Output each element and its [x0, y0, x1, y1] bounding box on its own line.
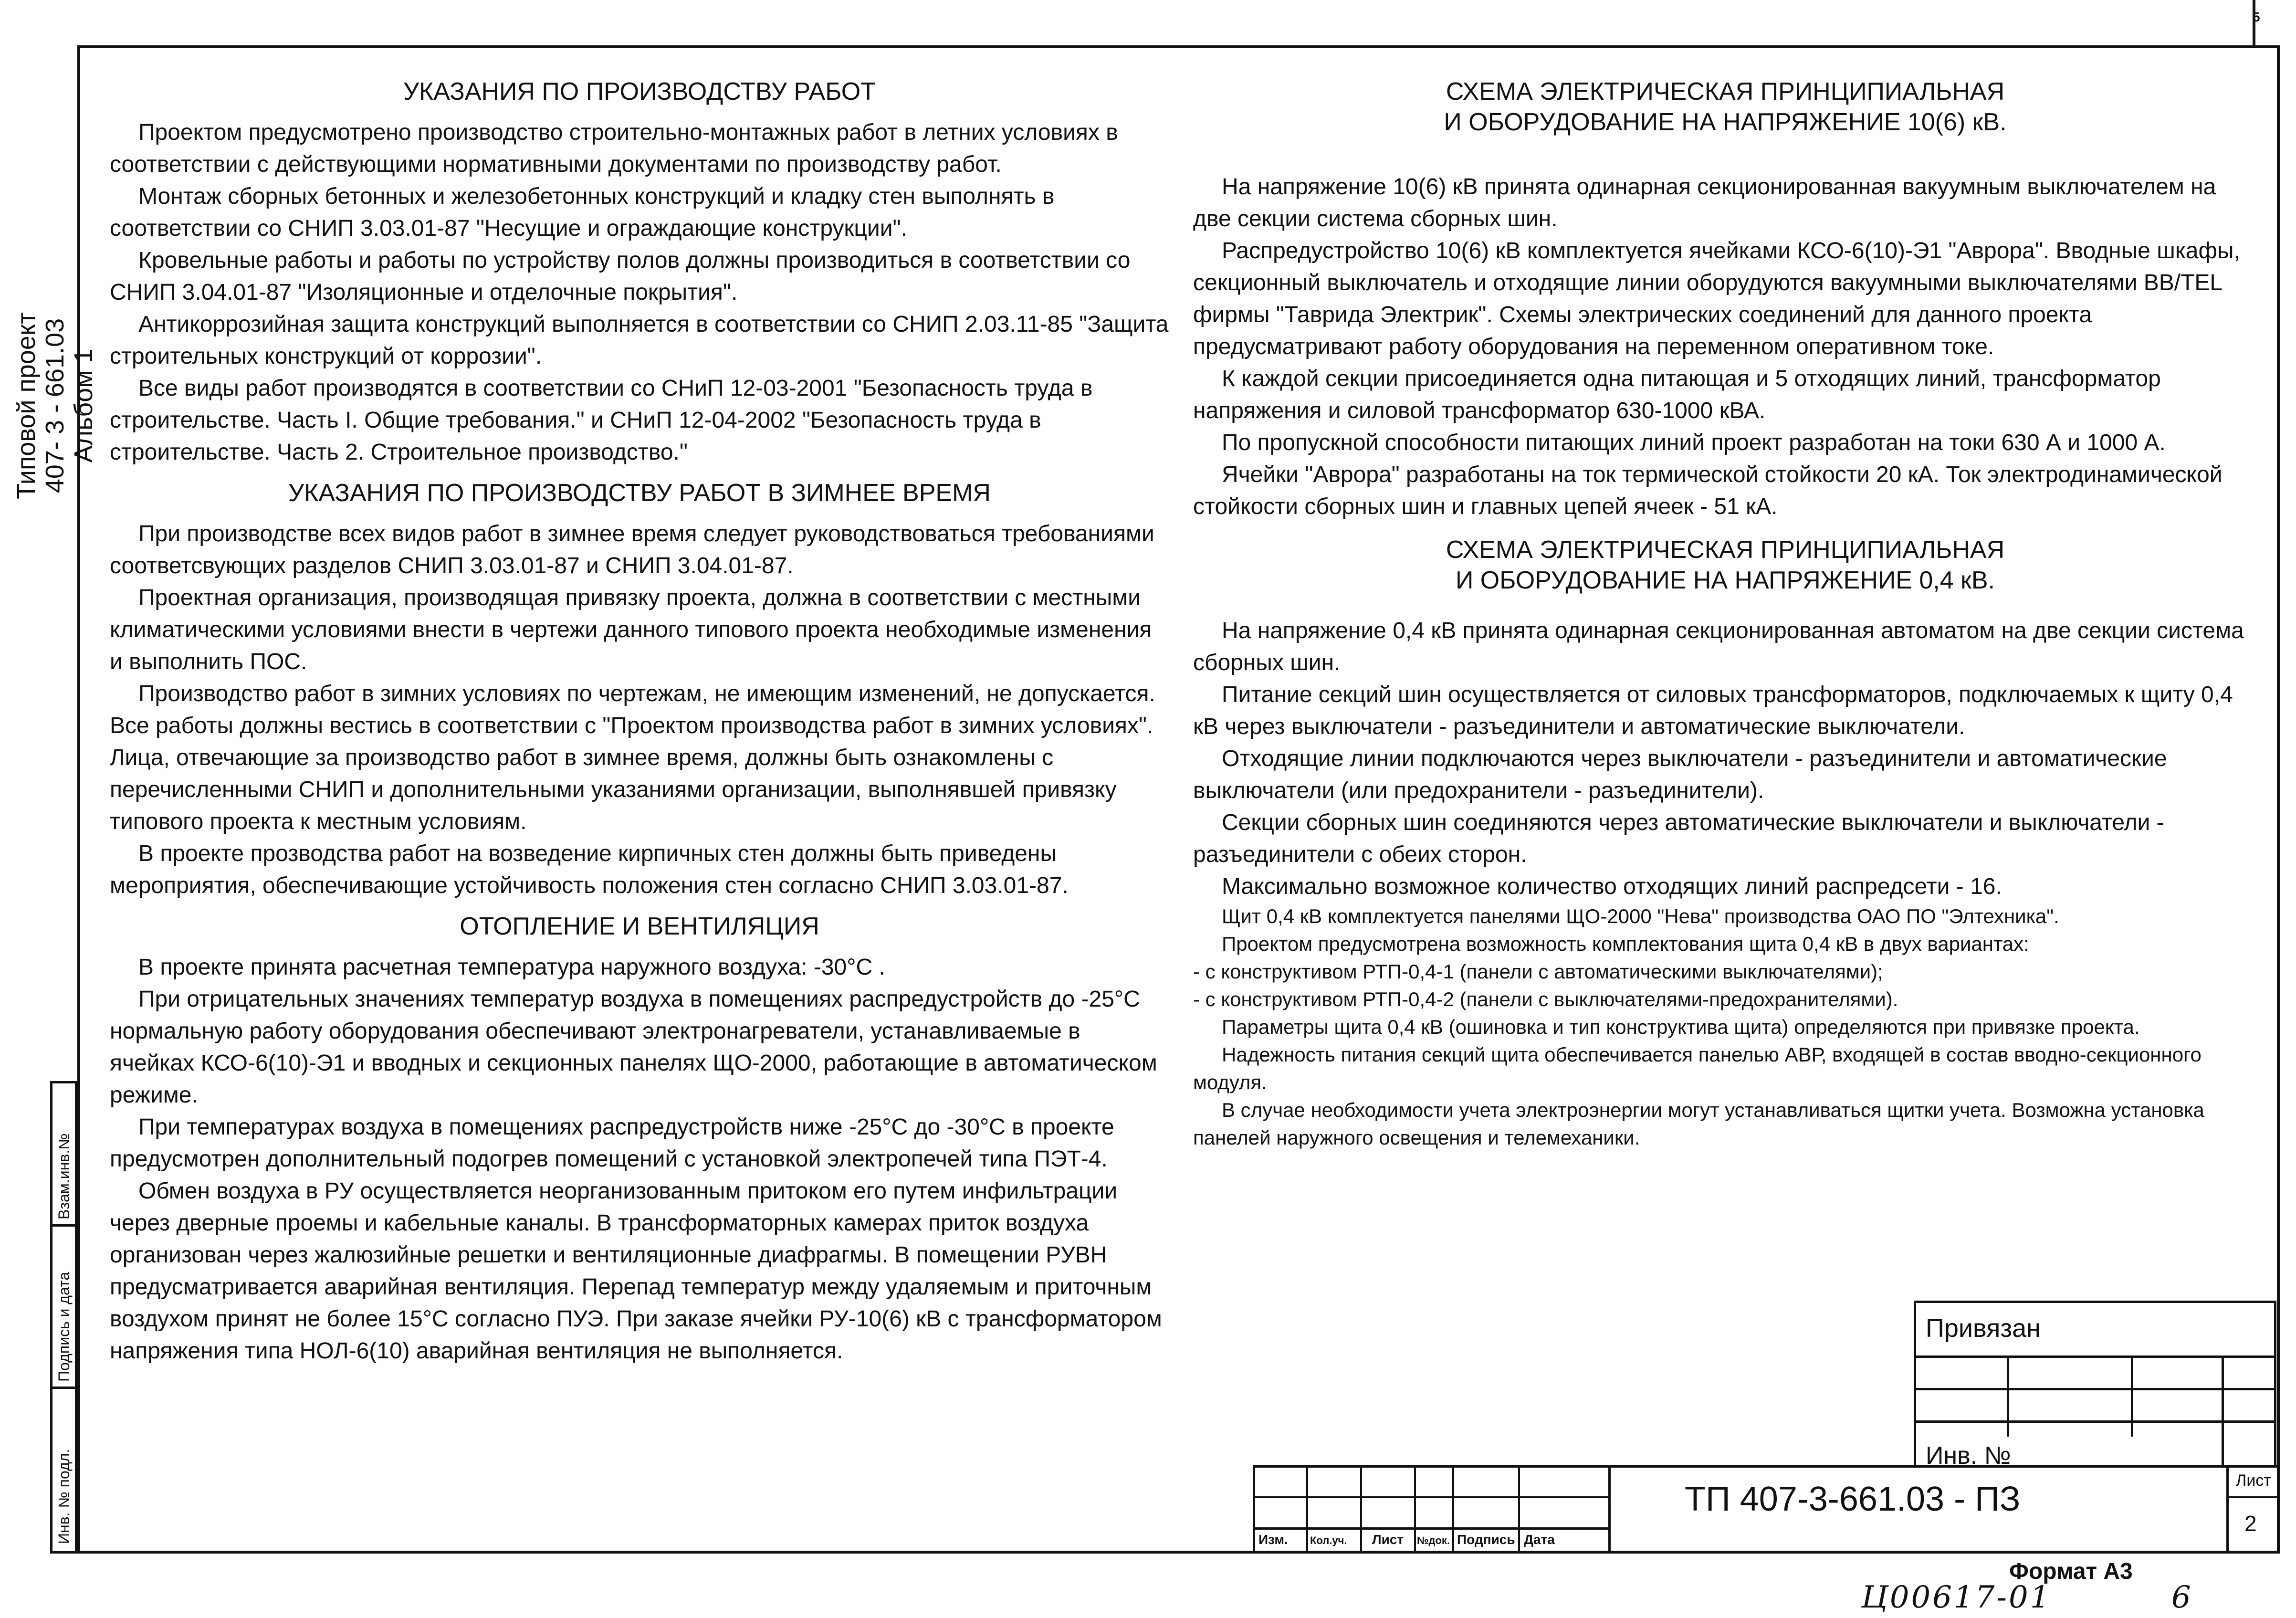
heading-heating: ОТОПЛЕНИЕ И ВЕНТИЛЯЦИЯ: [460, 913, 819, 940]
paragraph: На напряжение 10(6) кВ принята одинарная секционированная вакуумным выключателем на две секции система сборных шин.: [1193, 174, 2216, 231]
stamp-label-inv: Инв. № подл.: [55, 1449, 73, 1544]
side-title-line2: 407- 3 - 661.03: [41, 318, 69, 494]
stamp-label-sign: Подпись и дата: [55, 1271, 73, 1382]
paragraph: Ячейки "Аврора" разработаны на ток термической стойкости 20 кА. Ток электродинамической стойкости сборных шин и главных цепей ячеек - 51 кА.: [1193, 462, 2223, 519]
paragraph: При производстве всех видов работ в зимнее время следует руководствоваться требованиями соответсвующих разделов СНИП 3.03.01-87 и СНИП 3.04.01-87.: [110, 521, 1154, 578]
paragraph: Секции сборных шин соединяются через автоматические выключатели и выключатели - разъединители с обеих сторон.: [1193, 810, 2164, 867]
paragraph: Надежность питания секций щита обеспечивается панелью АВР, входящей в состав вводно-секционного модуля.: [1193, 1043, 2202, 1093]
stamp-cell-sign: [52, 1227, 75, 1389]
tb-sheet-value: 2: [2244, 1511, 2257, 1536]
side-title-line1: Типовой проект: [12, 312, 41, 499]
side-stamp: [50, 1081, 77, 1554]
paragraph: По пропускной способности питающих линий проект разработан на токи 630 А и 1000 А.: [1222, 430, 2166, 455]
paragraph: В случае необходимости учета электроэнергии могут устанавливаться щитки учета. Возможна установка панелей наружного освещения и телемеханики.: [1193, 1099, 2204, 1149]
paragraph: В проекте принята расчетная температура наружного воздуха: -30°С .: [138, 955, 885, 980]
paragraph: Питание секций шин осуществляется от силовых трансформаторов, подключаемых к щиту 0,4 кВ через выключатели - разъединители и автоматические выключатели.: [1193, 682, 2233, 739]
format-label: Формат А3: [2009, 1559, 2133, 1584]
page-number: 5: [2253, 10, 2260, 24]
paragraph: Производство работ в зимних условиях по чертежам, не имеющим изменений, не допускается. Все работы должны вестись в соответствии с "Проектом производства работ в зимних условиях". Лица, отвечающие за производство работ в зимнее время, должны быть ознакомлены с перечисленными СНИП и дополнительными указаниями организации, выполнявшей привязку типового проекта к местным условиям.: [110, 681, 1155, 834]
paragraph: На напряжение 0,4 кВ принята одинарная секционированная автоматом на две секции система сборных шин.: [1193, 618, 2244, 675]
paragraph: Кровельные работы и работы по устройству полов должны производиться в соответствии со СНИП 3.04.01-87 "Изоляционные и отделочные покрытия".: [110, 248, 1131, 305]
tb-sheet-label: Лист: [2236, 1471, 2271, 1490]
paragraph: Параметры щита 0,4 кВ (ошиновка и тип конструктива щита) определяются при привязке проекта.: [1222, 1016, 2140, 1038]
stamp-cell-replace: [52, 1083, 75, 1227]
handwritten-number: 6: [2171, 1580, 2191, 1615]
paragraph: Проектом предусмотрена возможность комплектования щита 0,4 кВ в двух вариантах:: [1222, 933, 2029, 955]
left-column: [110, 76, 1169, 1367]
paragraph: Проектом предусмотрено производство строительно-монтажных работ в летних условиях в соответствии с действующими нормативными документами по производству работ.: [110, 120, 1118, 177]
side-title-line3: Альбом 1: [69, 348, 98, 463]
paragraph: Все виды работ производятся в соответствии со СНиП 12-03-2001 "Безопасность труда в строительстве. Часть I. Общие требования." и СНиП 12-04-2002 "Безопасность труда в строительстве. Часть 2. Строительное производство.": [110, 376, 1093, 465]
paragraph: Обмен воздуха в РУ осуществляется неорганизованным притоком его путем инфильтрации через дверные проемы и кабельные каналы. В трансформаторных камерах приток воздуха организован через жалюзийные решетки и вентиляционные диафрагмы. В помещении РУВН предусматривается аварийная вентиляция. Перепад температур между удаляемым и приточным воздухом принят не более 15°С согласно ПУЭ. При заказе ячейки РУ-10(6) кВ с трансформатором напряжения типа НОЛ-6(10) аварийная вентиляция не выполняется.: [110, 1178, 1162, 1364]
paragraph: Распредустройство 10(6) кВ комплектуется ячейками КСО-6(10)-Э1 "Аврора". Вводные шкафы, секционный выключатель и отходящие линии оборудуются вакуумными выключателями BB/TEL фирмы "Таврида Электрик". Схемы электрических соединений для данного проекта предусматривают работу оборудования на переменном оперативном токе.: [1193, 238, 2240, 359]
stamp-label-replace: Взам.инв.№: [55, 1133, 73, 1219]
paragraph: В проекте прозводства работ на возведение кирпичных стен должны быть приведены мероприятия, обеспечивающие устойчивость положения стен согласно СНИП 3.03.01-87.: [110, 841, 1069, 898]
heading-works: УКАЗАНИЯ ПО ПРОИЗВОДСТВУ РАБОТ: [403, 78, 876, 105]
paragraph: Монтаж сборных бетонных и железобетонных конструкций и кладку стен выполнять в соответствии со СНИП 3.03.01-87 "Несущие и ограждающие конструкции".: [110, 184, 1055, 241]
paragraph: - с конструктивом РТП-0,4-1 (панели с автоматическими выключателями);: [1193, 960, 1883, 983]
paragraph: Антикоррозийная защита конструкций выполняется в соответствии со СНИП 2.03.11-85 "Защита строительных конструкций от коррозии".: [110, 312, 1169, 369]
tb-header-kol: Кол.уч.: [1310, 1534, 1347, 1546]
binding-title: Привязан: [1926, 1314, 2041, 1343]
paragraph: Проектная организация, производящая привязку проекта, должна в соответствии с местными климатическими условиями внести в чертежи данного типового проекта необходимые изменения и выполнить ПОС.: [110, 585, 1152, 674]
binding-box: [1914, 1301, 2276, 1468]
heading-10kv-line2: И ОБОРУДОВАНИЕ НА НАПРЯЖЕНИЕ 10(6) кВ.: [1444, 108, 2007, 136]
document-code: ТП 407-3-661.03 - ПЗ: [1685, 1480, 2021, 1518]
tb-header-izm: Изм.: [1258, 1532, 1288, 1547]
tb-header-date: Дата: [1524, 1532, 1555, 1547]
binding-inv: Инв. №: [1926, 1442, 2011, 1470]
paragraph: Максимально возможное количество отходящих линий распредсети - 16.: [1222, 874, 2002, 899]
paragraph: При отрицательных значениях температур воздуха в помещениях распредустройств до -25°С нормальную работу оборудования обеспечивают электронагреватели, устанавливаемые в ячейках КСО-6(10)-Э1 и вводных и секционных панелях ЩО-2000, работающие в автоматическом режиме.: [110, 987, 1157, 1108]
heading-10kv-line1: СХЕМА ЭЛЕКТРИЧЕСКАЯ ПРИНЦИПИАЛЬНАЯ: [1446, 78, 2005, 105]
tb-header-sign: Подпись: [1457, 1532, 1515, 1547]
stamp-cell-inv: [52, 1389, 75, 1551]
tb-header-list: Лист: [1372, 1532, 1404, 1547]
handwritten-code: Ц00617-01: [1861, 1580, 2052, 1615]
tb-header-ndoc: №док.: [1417, 1534, 1450, 1546]
heading-04kv-line2: И ОБОРУДОВАНИЕ НА НАПРЯЖЕНИЕ 0,4 кВ.: [1455, 567, 1995, 594]
paragraph: Отходящие линии подключаются через выключатели - разъединители и автоматические выключатели (или предохранители - разъединители).: [1193, 746, 2167, 803]
heading-04kv-line1: СХЕМА ЭЛЕКТРИЧЕСКАЯ ПРИНЦИПИАЛЬНАЯ: [1446, 536, 2005, 564]
paragraph: К каждой секции присоединяется одна питающая и 5 отходящих линий, трансформатор напряжения и силовой трансформатор 630-1000 кВА.: [1193, 366, 2161, 423]
paragraph: Щит 0,4 кВ комплектуется панелями ЩО-2000 "Нева" производства ОАО ПО "Элтехника".: [1222, 905, 2059, 927]
paragraph: - с конструктивом РТП-0,4-2 (панели с выключателями-предохранителями).: [1193, 988, 1898, 1010]
heading-winter: УКАЗАНИЯ ПО ПРОИЗВОДСТВУ РАБОТ В ЗИМНЕЕ ВРЕМЯ: [288, 479, 991, 507]
side-title: [12, 282, 98, 530]
paragraph: При температурах воздуха в помещениях распредустройств ниже -25°С до -30°С в проекте предусмотрен дополнительный подогрев помещений с установкой электропечей типа ПЭТ-4.: [110, 1114, 1114, 1172]
right-column: [1193, 76, 2257, 1152]
